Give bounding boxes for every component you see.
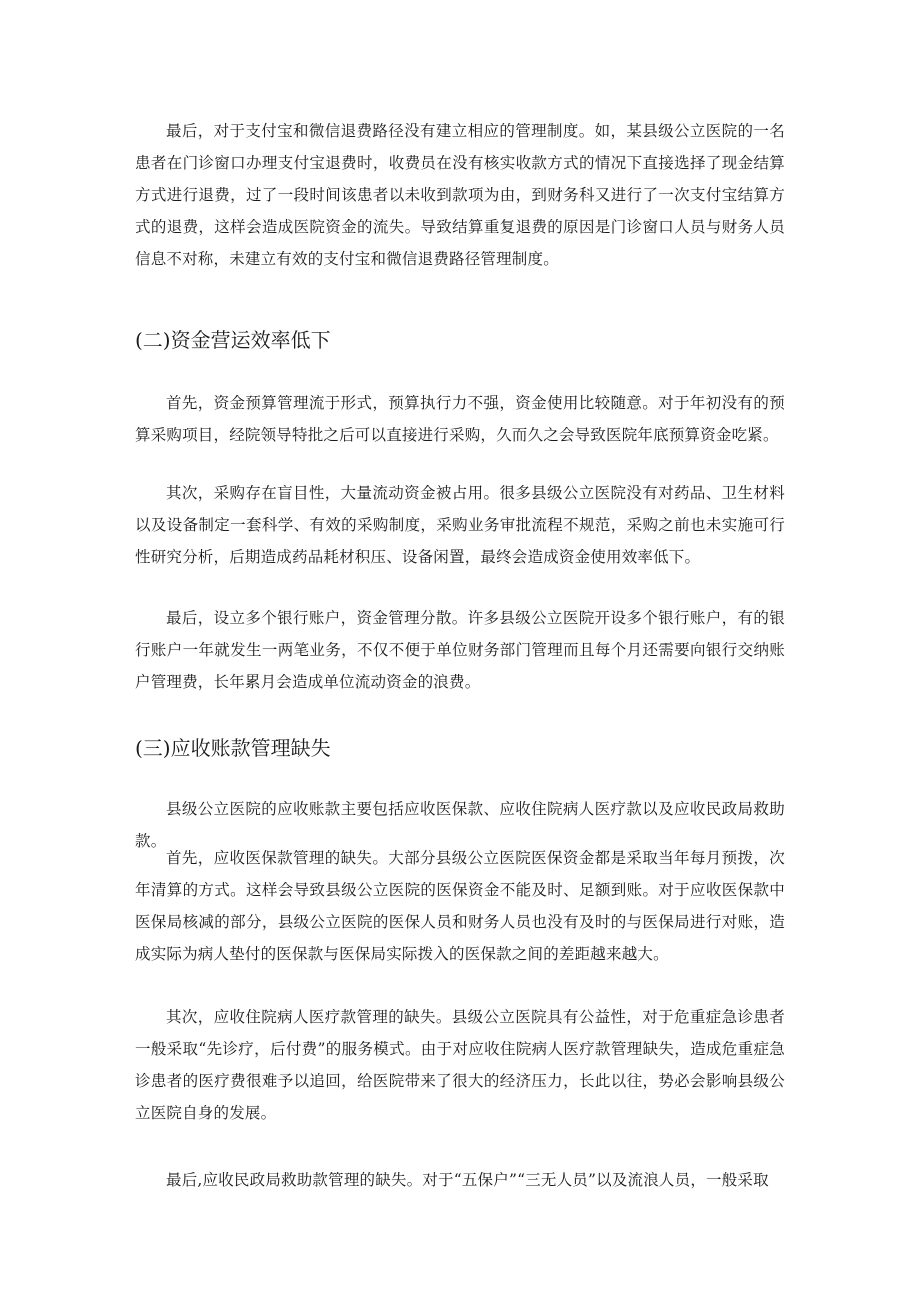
- paragraph-inpatient-fees: 其次，应收住院病人医疗款管理的缺失。县级公立医院具有公益性，对于危重症急诊患者一般采取“先诊疗，后付费”的服务模式。由于对应收住院病人医疗款管理缺失，造成危重症急诊患者的医疗费很难予以追回，给医院带来了很大的经济压力，长此以往，势必会影响县级公立医院自身的发展。: [135, 1008, 785, 1122]
- paragraph-medical-insurance: 首先，应收医保款管理的缺失。大部分县级公立医院医保资金都是采取当年每月预拨，次年清算的方式。这样会导致县级公立医院的医保资金不能及时、足额到账。对于应收医保款中医保局核减的部分，县级公立医院的医保人员和财务人员也没有及时的与医保局进行对账，造成实际为病人垫付的医保款与医保局实际拨入的医保款之间的差距越来越大。: [135, 849, 785, 963]
- paragraph-receivables-overview: 县级公立医院的应收账款主要包括应收医保款、应收住院病人医疗款以及应收民政局救助款。: [135, 800, 785, 850]
- paragraph-procurement: 其次，采购存在盲目性，大量流动资金被占用。很多县级公立医院没有对药品、卫生材料以及设备制定一套科学、有效的采购制度，采购业务审批流程不规范，采购之前也未实施可行性研究分析，后期造成药品耗材积压、设备闲置，最终会造成资金使用效率低下。: [135, 484, 785, 566]
- section-heading-fund-efficiency: (二)资金营运效率低下: [135, 328, 331, 352]
- paragraph-refund-path: 最后，对于支付宝和微信退费路径没有建立相应的管理制度。如，某县级公立医院的一名患者在门诊窗口办理支付宝退费时，收费员在没有核实收款方式的情况下直接选择了现金结算方式进行退费，过了一段时间该患者以未收到款项为由，到财务科又进行了一次支付宝结算方式的退费，这样会造成医院资金的流失。导致结算重复退费的原因是门诊窗口人员与财务人员信息不对称，未建立有效的支付宝和微信退费路径管理制度。: [135, 122, 785, 268]
- paragraph-civil-affairs: 最后,应收民政局救助款管理的缺失。对于“五保户”“三无人员”以及流浪人员，一般采取: [166, 1171, 769, 1189]
- paragraph-budget-management: 首先，资金预算管理流于形式，预算执行力不强，资金使用比较随意。对于年初没有的预算采购项目，经院领导特批之后可以直接进行采购，久而久之会导致医院年底预算资金吃紧。: [135, 394, 785, 444]
- paragraph-bank-accounts: 最后，设立多个银行账户，资金管理分散。许多县级公立医院开设多个银行账户，有的银行账户一年就发生一两笔业务，不仅不便于单位财务部门管理而且每个月还需要向银行交纳账户管理费，长年累月会造成单位流动资金的浪费。: [135, 609, 785, 691]
- section-heading-receivables: (三)应收账款管理缺失: [135, 736, 331, 760]
